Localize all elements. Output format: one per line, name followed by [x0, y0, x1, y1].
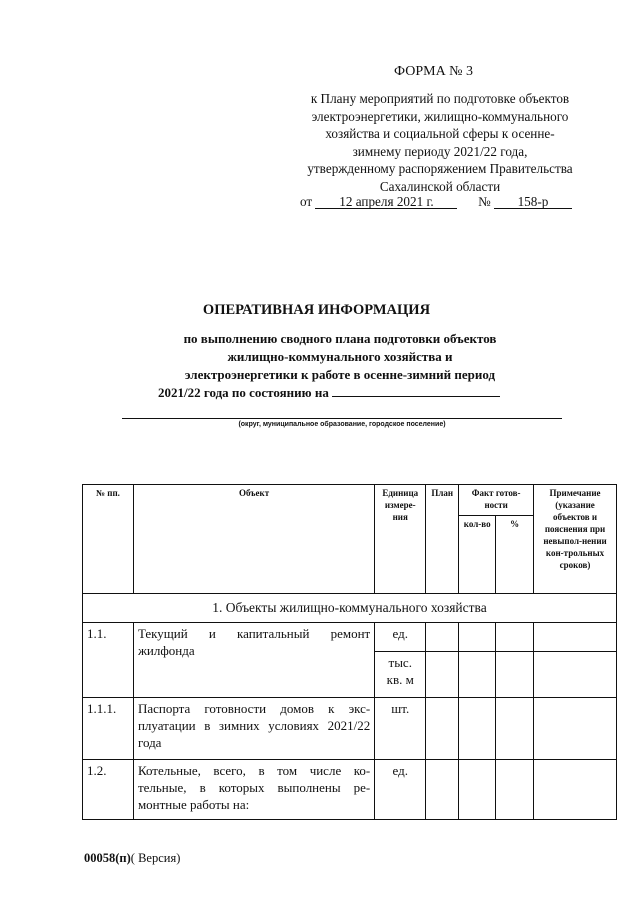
row-unit: ед.: [375, 760, 426, 820]
decree-line: [300, 194, 572, 210]
header-fact-pct: %: [496, 516, 534, 594]
row-plan: [426, 760, 459, 820]
subtitle-date-line: [150, 384, 530, 402]
form-label: ФОРМА № 3: [394, 64, 474, 79]
row-remark: [534, 652, 617, 698]
row-unit: тыс. кв. м: [375, 652, 426, 698]
row-unit: ед.: [375, 623, 426, 652]
header-unit: Единица измере-ния: [375, 485, 426, 594]
row-object: Котельные, всего, в том числе ко-тельные, в которых выполнены ре-монтные работы на:: [133, 760, 374, 820]
row-remark: [534, 698, 617, 760]
table-row: [83, 623, 617, 652]
subtitle-line: 2021/22 года по состоянию на: [158, 385, 329, 400]
row-num: 1.2.: [83, 760, 134, 820]
decree-number: 158-р: [494, 195, 572, 209]
area-note: (округ, муниципальное образование, городское поселение): [238, 421, 446, 428]
approval-reference: [270, 90, 610, 196]
row-fact-qty: [459, 698, 496, 760]
row-object: Паспорта готовности домов к экс-плуатации в зимних условиях 2021/22 года: [133, 698, 374, 760]
table-header-row: [83, 485, 617, 516]
intro-line: хозяйства и социальной сферы к осенне-: [325, 126, 555, 142]
row-fact-qty: [459, 760, 496, 820]
header-remark: Примечание (указание объектов и пояснения при невыпол-нении кон-трольных сроков): [534, 485, 617, 594]
document-title: ОПЕРАТИВНАЯ ИНФОРМАЦИЯ: [202, 302, 431, 318]
row-fact-qty: [459, 623, 496, 652]
table-row: [83, 698, 617, 760]
row-remark: [534, 623, 617, 652]
date-blank-line: [332, 386, 500, 397]
row-plan: [426, 623, 459, 652]
table-row: [83, 760, 617, 820]
row-plan: [426, 698, 459, 760]
decree-from-label: от: [300, 194, 313, 209]
intro-line: электроэнергетики, жилищно-коммунального: [311, 108, 569, 124]
row-fact-pct: [496, 652, 534, 698]
intro-line: утвержденному распоряжением Правительства: [307, 161, 573, 177]
row-fact-pct: [496, 698, 534, 760]
footer-version: ( Версия): [130, 851, 181, 865]
header-fact-qty: кол-во: [459, 516, 496, 594]
area-blank-line: [122, 418, 562, 419]
header-num: № пп.: [83, 485, 134, 594]
subtitle-line: по выполнению сводного плана подготовки объектов: [183, 331, 497, 346]
decree-date: 12 апреля 2021 г.: [315, 195, 457, 209]
decree-number-label: №: [478, 194, 491, 209]
row-object: Текущий и капитальный ремонт жилфонда: [133, 623, 374, 698]
row-num: 1.1.: [83, 623, 134, 698]
header-fact: Факт готов-ности: [459, 485, 534, 516]
row-fact-pct: [496, 760, 534, 820]
row-plan: [426, 652, 459, 698]
document-subtitle: [150, 330, 530, 402]
row-unit: шт.: [375, 698, 426, 760]
intro-line: зимнему периоду 2021/22 года,: [352, 143, 528, 159]
subtitle-line: жилищно-коммунального хозяйства и: [227, 349, 453, 364]
subtitle-line: электроэнергетики к работе в осенне-зимний период: [184, 367, 496, 382]
footer: [84, 851, 180, 866]
header-object: Объект: [133, 485, 374, 594]
row-remark: [534, 760, 617, 820]
section-title: 1. Объекты жилищно-коммунального хозяйства: [83, 594, 617, 623]
row-fact-qty: [459, 652, 496, 698]
footer-code: 00058(п): [84, 851, 131, 865]
row-fact-pct: [496, 623, 534, 652]
header-plan: План: [426, 485, 459, 594]
readiness-table: [82, 484, 617, 820]
row-num: 1.1.1.: [83, 698, 134, 760]
intro-line: Сахалинской области: [379, 178, 501, 194]
intro-line: к Плану мероприятий по подготовке объектов: [310, 91, 570, 106]
section-row: [83, 594, 617, 623]
